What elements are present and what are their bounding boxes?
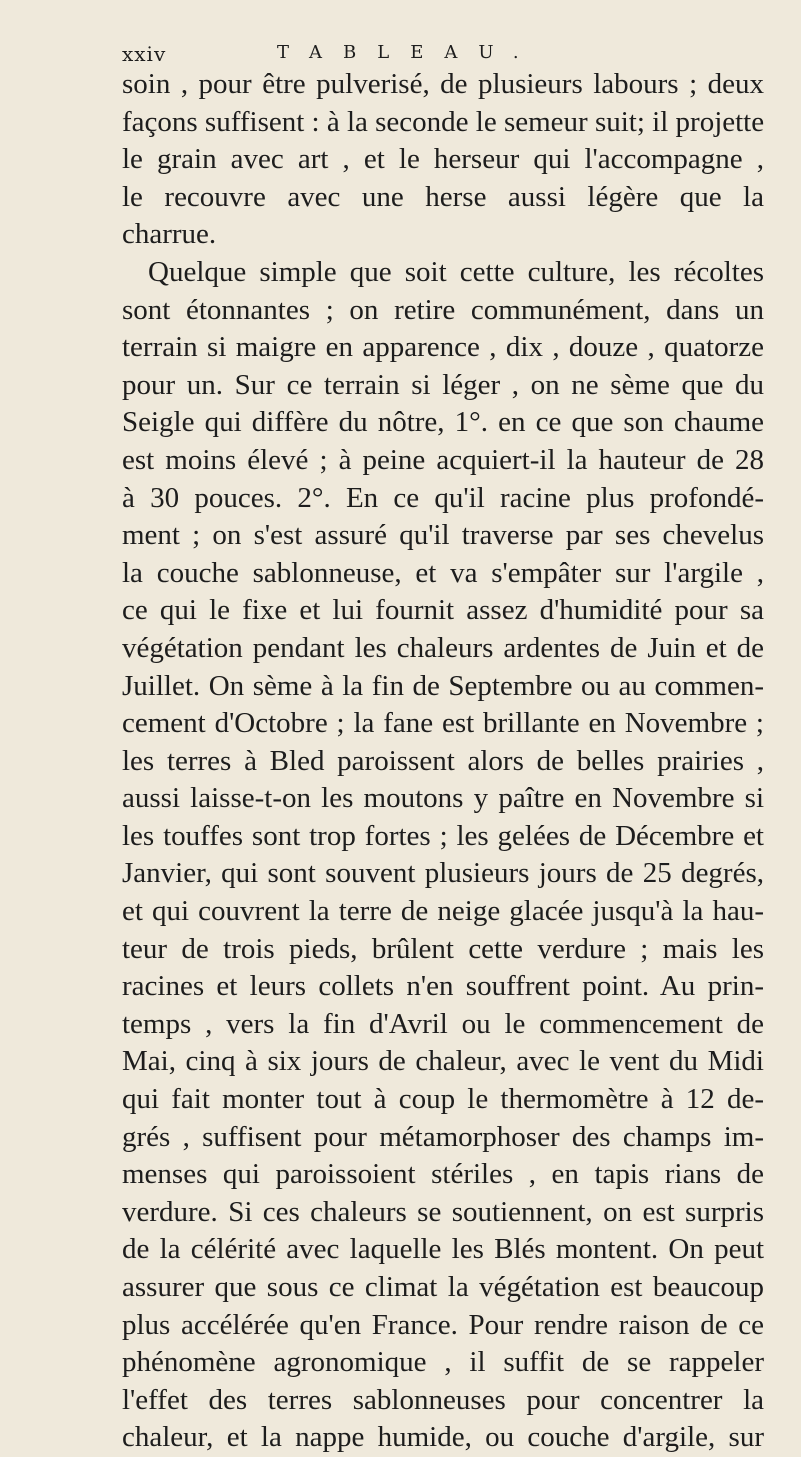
text-line: Quelque simple que soit cette culture, les récoltes (148, 255, 764, 288)
text-line: terrain si maigre en apparence , dix , douze , quatorze (122, 331, 764, 364)
text-line: végétation pendant les chaleurs ardentes de Juin et de (122, 631, 764, 664)
text-line: Janvier, qui sont souvent plusieurs jours de 25 degrés, (122, 857, 764, 890)
text-line: qui fait monter tout à coup le thermomètre à 12 de- (122, 1083, 764, 1116)
text-line: l'effet des terres sablonneuses pour concentrer la (122, 1383, 764, 1416)
text-line: les touffes sont trop fortes ; les gelées de Décembre et (122, 819, 764, 852)
text-line: et qui couvrent la terre de neige glacée jusqu'à la hau- (122, 895, 764, 928)
text-line: le recouvre avec une herse aussi légère que la (122, 180, 764, 213)
text-line: le grain avec art , et le herseur qui l'accompagne , (122, 143, 764, 176)
text-line: plus accélérée qu'en France. Pour rendre raison de ce (122, 1308, 764, 1341)
text-line: cement d'Octobre ; la fane est brillante en Novembre ; (122, 707, 764, 740)
text-line: façons suffisent : à la seconde le semeur suit; il projette (122, 105, 764, 138)
text-line: Mai, cinq à six jours de chaleur, avec le vent du Midi (122, 1045, 764, 1078)
text-line: racines et leurs collets n'en souffrent point. Au prin- (122, 970, 764, 1003)
text-line: Seigle qui diffère du nôtre, 1°. en ce que son chaume (122, 406, 764, 439)
text-line: soin , pour être pulverisé, de plusieurs labours ; deux (122, 68, 764, 100)
text-line: pour un. Sur ce terrain si léger , on ne sème que du (122, 368, 764, 401)
text-line: verdure. Si ces chaleurs se soutiennent, on est surpris (122, 1195, 764, 1228)
text-line: phénomène agronomique , il suffit de se rappeler (122, 1346, 764, 1379)
text-line: chaleur, et la nappe humide, ou couche d'argile, sur (122, 1421, 764, 1454)
text-line: à 30 pouces. 2°. En ce qu'il racine plus profondé- (122, 481, 764, 514)
text-line: charrue. (122, 218, 217, 251)
running-title: TABLEAU. (277, 42, 540, 63)
text-line: Juillet. On sème à la fin de Septembre ou au commen- (122, 669, 764, 702)
body-text (122, 66, 764, 1457)
text-line: grés , suffisent pour métamorphoser des champs im- (122, 1120, 764, 1153)
text-line: aussi laisse-t-on les moutons y paître en Novembre si (122, 782, 764, 815)
text-line: menses qui paroissoient stériles , en tapis rians de (122, 1158, 764, 1191)
text-line: sont étonnantes ; on retire communément, dans un (122, 293, 764, 326)
text-line: la couche sablonneuse, et va s'empâter sur l'argile , (122, 556, 764, 589)
text-line: ment ; on s'est assuré qu'il traverse par ses chevelus (122, 519, 764, 552)
text-line: ce qui le fixe et lui fournit assez d'humidité pour sa (122, 594, 764, 627)
text-line: de la célérité avec laquelle les Blés montent. On peut (122, 1233, 764, 1266)
page-number: xxiv (122, 42, 167, 66)
text-line: temps , vers la fin d'Avril ou le commencement de (122, 1007, 764, 1040)
text-line: assurer que sous ce climat la végétation est beaucoup (122, 1271, 764, 1303)
text-line: est moins élevé ; à peine acquiert-il la hauteur de 28 (122, 443, 764, 476)
text-line: teur de trois pieds, brûlent cette verdure ; mais les (122, 932, 764, 965)
text-line: les terres à Bled paroissent alors de belles prairies , (122, 744, 764, 777)
